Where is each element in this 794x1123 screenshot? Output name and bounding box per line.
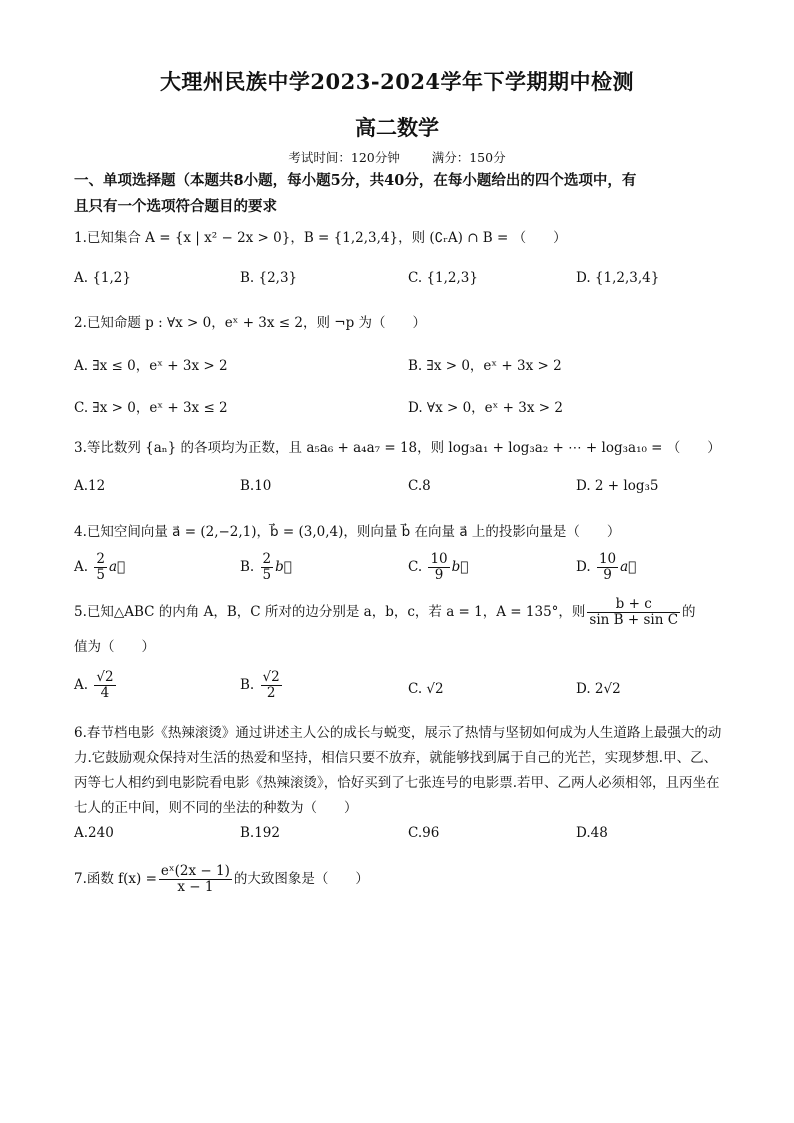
q4-option-d-numerator: 10	[598, 551, 617, 567]
q5-stem-fraction	[587, 597, 680, 628]
q7-stem-text: 7.函数 f(x) =	[74, 871, 157, 887]
q4-option-a-denominator: 5	[96, 567, 105, 583]
q4-option-b-denominator: 5	[262, 567, 272, 583]
q5-option-a-fraction	[94, 670, 115, 701]
question-6-stem: 6.春节档电影《热辣滚烫》通过讲述主人公的成长与蜕变，展示了热情与坚韧如何成为人生道路上最强大的动力.它鼓励观众保持对生活的热爱和坚持，相信只要不放弃，就能够找到属于自己的光芒，实现梦想.甲、乙、丙等七人相约到电影院看电影《热辣滚烫》，恰好买到了七张连号的电影票.若甲、乙两人必须相邻，且丙坐在七人的正中间，则不同的坐法的种数为（ ）	[74, 725, 722, 816]
q4-option-b-label: B.	[240, 559, 255, 575]
exam-meta	[0, 148, 794, 166]
q5-option-b[interactable]	[240, 670, 284, 701]
section-heading-line1: 一、单项选择题（本题共8小题，每小题5分，共40分，在每小题给出的四个选项中，有	[74, 172, 637, 189]
q2-option-a[interactable]: A. ∃x ≤ 0，eˣ + 3x > 2	[74, 358, 228, 374]
q4-option-c-vector: b⃗	[451, 559, 469, 575]
q5-option-a-numerator: √2	[96, 669, 114, 685]
subject-title: 高二数学	[355, 115, 439, 140]
q5-stem-tail: 的	[682, 604, 696, 620]
q5-option-a-denominator: 4	[94, 685, 115, 701]
q7-stem-fraction	[159, 864, 232, 895]
full-score: 满分：150分	[431, 150, 506, 165]
q4-option-c-numerator: 10	[430, 551, 448, 567]
q5-option-a-label: A.	[74, 677, 89, 693]
q5-option-b-label: B.	[240, 677, 255, 693]
question-2-stem: 2.已知命题 p : ∀x > 0，eˣ + 3x ≤ 2，则 ¬p 为（ ）	[74, 315, 427, 331]
q5-option-b-numerator: √2	[262, 669, 280, 685]
q4-option-b-vector: b⃗	[275, 559, 292, 575]
q4-option-a-fraction	[94, 552, 107, 583]
question-1-stem: 1.已知集合 A = {x | x² − 2x > 0}，B = {1,2,3,4}，则 (∁ᵣA) ∩ B = （ ）	[74, 230, 567, 246]
section-heading-line2: 且只有一个选项符合题目的要求	[74, 198, 277, 215]
q4-option-b[interactable]	[240, 552, 292, 583]
q6-option-d[interactable]: D.48	[576, 825, 608, 841]
q5-stem-text: 5.已知△ABC 的内角 A，B，C 所对的边分别是 a，b，c，若 a = 1，A = 135°，则	[74, 604, 586, 620]
q7-stem-tail: 的大致图象是（ ）	[233, 871, 369, 887]
q2-option-b[interactable]: B. ∃x > 0，eˣ + 3x > 2	[408, 358, 562, 374]
q3-option-d[interactable]: D. 2 + log₃5	[576, 478, 659, 494]
q3-option-a[interactable]: A.12	[74, 478, 106, 494]
q5-stem-numerator: b + c	[615, 596, 652, 612]
q4-option-c-label: C.	[408, 559, 423, 575]
q4-option-a-numerator: 2	[96, 551, 105, 567]
q5-stem-denominator: sin B + sin C	[589, 612, 679, 628]
question-4-stem: 4.已知空间向量 a⃗ = (2,−2,1)，b⃗ = (3,0,4)，则向量 b⃗ 在向量 a⃗ 上的投影向量是（ ）	[74, 524, 621, 540]
q4-option-d-vector: a⃗	[620, 559, 637, 575]
q1-option-a[interactable]: A. {1,2}	[74, 270, 131, 286]
q1-option-d[interactable]: D. {1,2,3,4}	[576, 270, 660, 286]
q2-option-c[interactable]: C. ∃x > 0，eˣ + 3x ≤ 2	[74, 400, 228, 416]
q4-option-d-denominator: 9	[597, 567, 618, 583]
exam-time: 考试时间：120分钟	[288, 150, 400, 165]
q7-stem-numerator: eˣ(2x − 1)	[160, 863, 230, 879]
q4-option-b-fraction	[261, 552, 274, 583]
q4-option-c-denominator: 9	[428, 567, 449, 583]
q6-option-c[interactable]: C.96	[408, 825, 440, 841]
q2-option-d[interactable]: D. ∀x > 0，eˣ + 3x > 2	[408, 400, 563, 416]
q4-option-a-label: A.	[74, 559, 89, 575]
question-7-stem	[74, 864, 724, 895]
q4-option-c-fraction	[428, 552, 449, 583]
page-title: 大理州民族中学2023-2024学年下学期期中检测	[159, 69, 635, 94]
q1-option-c[interactable]: C. {1,2,3}	[408, 270, 478, 286]
question-3-stem: 3.等比数列 {aₙ} 的各项均为正数，且 a₅a₆ + a₄a₇ = 18，则 log₃a₁ + log₃a₂ + ⋯ + log₃a₁₀ = （ ）	[74, 440, 721, 456]
q4-option-a[interactable]	[74, 552, 125, 583]
q1-option-b[interactable]: B. {2,3}	[240, 270, 298, 286]
q4-option-a-vector: a⃗	[108, 559, 126, 575]
q5-option-d[interactable]: D. 2√2	[576, 681, 621, 697]
q4-option-d-fraction	[597, 552, 618, 583]
q6-option-a[interactable]: A.240	[74, 825, 114, 841]
q3-option-b[interactable]: B.10	[240, 478, 272, 494]
q5-option-c[interactable]: C. √2	[408, 681, 444, 697]
section-heading	[74, 168, 724, 220]
q5-option-a[interactable]	[74, 670, 118, 701]
q5-option-b-fraction	[261, 670, 282, 701]
question-5-stem	[74, 597, 724, 628]
q3-option-c[interactable]: C.8	[408, 478, 431, 494]
q4-option-d-label: D.	[576, 559, 591, 575]
q4-option-c[interactable]	[408, 552, 468, 583]
q4-option-b-numerator: 2	[262, 551, 272, 567]
q6-option-b[interactable]: B.192	[240, 825, 280, 841]
q7-stem-denominator: x − 1	[159, 879, 232, 895]
question-5-stem-line2: 值为（ ）	[74, 639, 155, 655]
q4-option-d[interactable]	[576, 552, 636, 583]
q5-option-b-denominator: 2	[261, 685, 282, 701]
